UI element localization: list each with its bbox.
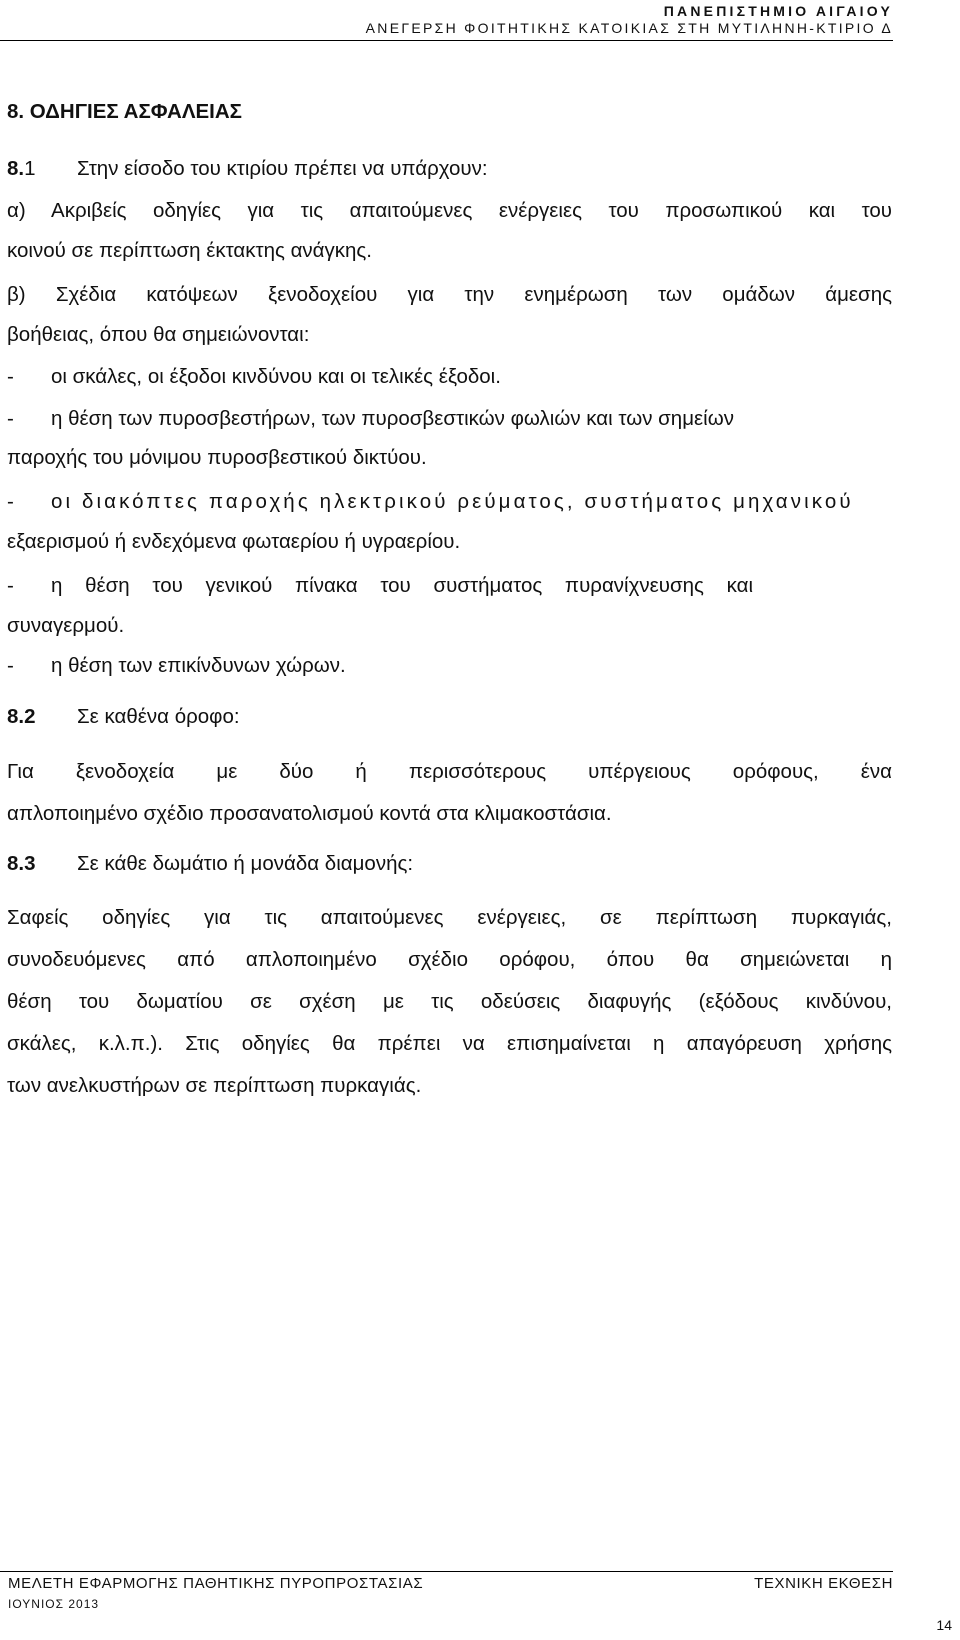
- footer-study-title: ΜΕΛΕΤΗ ΕΦΑΡΜΟΓΗΣ ΠΑΘΗΤΙΚΗΣ ΠΥΡΟΠΡΟΣΤΑΣΙΑΣ: [8, 1575, 424, 1592]
- paragraph-line: κοινού σε περίπτωση έκτακτης ανάγκης.: [7, 239, 373, 262]
- footer-report-type: ΤΕΧΝΙΚΗ ΕΚΘΕΣΗ: [754, 1575, 893, 1592]
- paragraph-line: βοήθειας, όπου θα σημειώνονται:: [7, 323, 310, 346]
- list-item: [7, 405, 892, 433]
- list-item: [7, 572, 892, 600]
- subsection-title: Σε καθένα όροφο:: [77, 705, 240, 728]
- paragraph-line: παροχής του μόνιμου πυροσβεστικού δικτύου.: [7, 446, 427, 469]
- subsection-title: Σε κάθε δωμάτιο ή μονάδα διαμονής:: [77, 852, 414, 875]
- list-dash: -: [7, 407, 14, 430]
- subsection-title: Στην είσοδο του κτιρίου πρέπει να υπάρχουν:: [77, 157, 488, 180]
- footer-date: ΙΟΥΝΙΟΣ 2013: [8, 1597, 100, 1611]
- paragraph-line: β) Σχέδια κατόψεων ξενοδοχείου για την ενημέρωση των ομάδων άμεσης: [7, 283, 892, 306]
- list-dash: -: [7, 654, 14, 677]
- page-header: [366, 2, 893, 37]
- list-item: [7, 488, 892, 516]
- footer-rule: [0, 1571, 893, 1572]
- subsection-8-2: [7, 703, 892, 731]
- list-item: [7, 652, 892, 680]
- subsection-number-rest: 1: [24, 157, 36, 180]
- paragraph-line: Για ξενοδοχεία με δύο ή περισσότερους υπέργειους ορόφους, ένα: [7, 760, 892, 783]
- list-dash: -: [7, 490, 14, 513]
- header-rule: [0, 40, 893, 41]
- page-number: 14: [936, 1617, 952, 1633]
- list-item-text: η θέση των πυροσβεστήρων, των πυροσβεστικών φωλιών και των σημείων: [51, 407, 734, 430]
- list-item-text: η θέση των επικίνδυνων χώρων.: [51, 654, 346, 677]
- header-project: ΑΝΕΓΕΡΣΗ ΦΟΙΤΗΤΙΚΗΣ ΚΑΤΟΙΚΙΑΣ ΣΤΗ ΜΥΤΙΛΗΝΗ-ΚΤΙΡΙΟ Δ: [365, 20, 893, 36]
- paragraph-line: απλοποιημένο σχέδιο προσανατολισμού κοντά στα κλιμακοστάσια.: [7, 802, 612, 825]
- section-title: 8. ΟΔΗΓΙΕΣ ΑΣΦΑΛΕΙΑΣ: [7, 100, 242, 123]
- paragraph-line: εξαερισμού ή ενδεχόμενα φωταερίου ή υγραερίου.: [7, 530, 461, 553]
- subsection-8-1: [7, 155, 892, 183]
- subsection-number: 8.3: [7, 852, 36, 875]
- header-institution: ΠΑΝΕΠΙΣΤΗΜΙΟ ΑΙΓΑΙΟΥ: [663, 3, 893, 19]
- paragraph-line: συναγερμού.: [7, 614, 125, 637]
- list-item-text: οι διακόπτες παροχής ηλεκτρικού ρεύματος, συστήματος μηχανικού: [51, 490, 854, 513]
- paragraph-line: Σαφείς οδηγίες για τις απαιτούμενες ενέργειες, σε περίπτωση πυρκαγιάς,: [7, 906, 892, 929]
- paragraph-line: σκάλες, κ.λ.π.). Στις οδηγίες θα πρέπει να επισημαίνεται η απαγόρευση χρήσης: [7, 1032, 892, 1055]
- list-item-text: η θέση του γενικού πίνακα του συστήματος πυρανίχνευσης και: [51, 574, 753, 597]
- paragraph-line: συνοδευόμενες από απλοποιημένο σχέδιο ορόφου, όπου θα σημειώνεται η: [7, 948, 892, 971]
- list-dash: -: [7, 574, 14, 597]
- subsection-number: 8.: [7, 157, 25, 180]
- paragraph-line: θέση του δωματίου σε σχέση με τις οδεύσεις διαφυγής (εξόδους κινδύνου,: [7, 990, 892, 1013]
- list-item: [7, 363, 892, 391]
- list-item-text: οι σκάλες, οι έξοδοι κινδύνου και οι τελικές έξοδοι.: [51, 365, 501, 388]
- subsection-number: 8.2: [7, 705, 36, 728]
- paragraph-line: α) Ακριβείς οδηγίες για τις απαιτούμενες ενέργειες του προσωπικού και του: [7, 199, 892, 222]
- paragraph-line: των ανελκυστήρων σε περίπτωση πυρκαγιάς.: [7, 1074, 422, 1097]
- list-dash: -: [7, 365, 14, 388]
- subsection-8-3: [7, 850, 892, 878]
